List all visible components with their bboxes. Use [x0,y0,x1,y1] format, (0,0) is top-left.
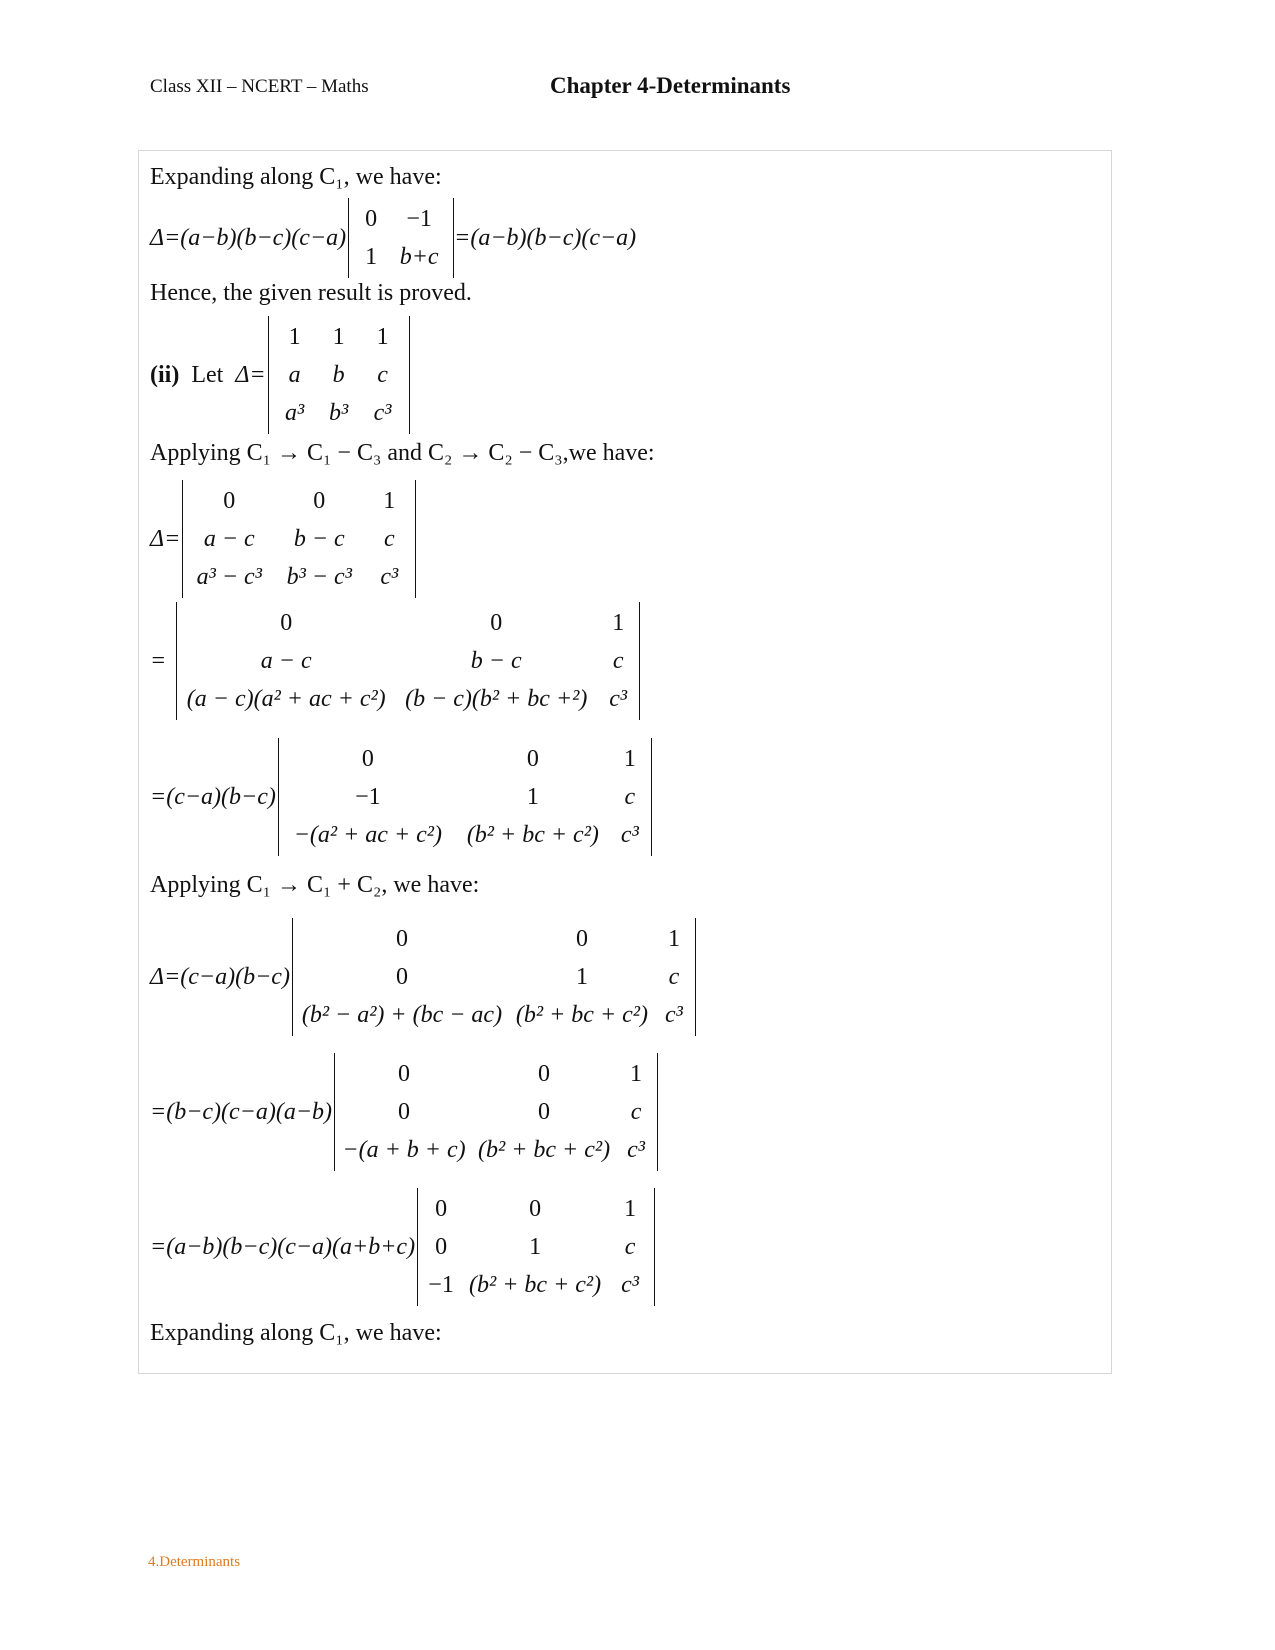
det-cell: c³ [380,564,399,590]
det6-prefix: =(b−c)(c−a)(a−b) [150,1098,333,1125]
det-cell: (b² + bc + c²) [469,1272,602,1298]
text-applying-2: Applying C₁ → C₁ + C₂, we have: [150,872,480,898]
det-cell: 0 [538,1099,551,1125]
det-cell: c³ [665,1002,683,1028]
det-cell: a − c [203,526,255,552]
det-cell: 1 [575,964,588,990]
det-cell: 0 [435,1196,448,1222]
equation-det-4 [150,738,652,856]
text-expanding-c1: Expanding along C₁, we have: [150,164,442,190]
det-cell: 0 [490,610,503,636]
det5-prefix: Δ=(c−a)(b−c) [150,963,290,990]
det-cell: c³ [620,822,639,848]
det2-prefix: Δ= [150,525,181,552]
det-cell: 0 [538,1061,551,1087]
det-3x3-step5 [334,1053,658,1171]
det-cell: 0 [280,610,293,636]
det-cell: 0 [313,488,326,514]
det-cell: −1 [428,1272,454,1298]
det-cell: 0 [395,964,408,990]
det-cell: 1 [376,324,389,350]
det-cell: (b − c)(b² + bc +²) [405,686,588,712]
det-cell: 0 [526,746,539,772]
det-cell: a [288,362,301,388]
footer-chapter-label: 4.Determinants [148,1554,241,1570]
det-cell: 1 [612,610,625,636]
text-applying-1: Applying C₁ → C₁ − C₃ and C₂ → C₂ − C₃,we have: [150,440,655,466]
header-class-label: Class XII – NCERT – Maths [150,76,369,97]
equation-det-5 [150,918,696,1036]
det-cell: 0 [395,926,408,952]
det-cell: c³ [609,686,628,712]
equation-det-2 [150,480,416,598]
det-cell: (b² + bc + c²) [478,1137,611,1163]
det-cell: 1 [529,1234,542,1260]
eq1-suffix: =(a−b)(b−c)(c−a) [454,224,637,251]
det-cell: c [624,1234,636,1260]
chapter-title: Chapter 4-Determinants [550,73,791,98]
det-3x3-step6 [417,1188,655,1306]
det-cell: 0 [223,488,236,514]
det-cell: a³ − c³ [196,564,262,590]
det-cell: 0 [575,926,588,952]
det-cell: c [383,526,395,552]
det-cell: −(a² + ac + c²) [293,822,442,848]
det-cell: 1 [365,244,378,270]
equation-part-ii [150,316,410,434]
det-cell: 0 [365,206,378,232]
det-cell: 1 [630,1061,643,1087]
det7-prefix: =(a−b)(b−c)(c−a)(a+b+c) [150,1233,416,1260]
det-cell: c [377,362,388,388]
det-cell: c [612,648,624,674]
det-cell: c³ [627,1137,645,1163]
det-3x3-original [268,316,410,434]
equation-result-1 [150,198,638,278]
det-cell: b − c [470,648,522,674]
det-cell: c [624,784,636,810]
equation-det-6 [150,1053,658,1171]
det-cell: −(a + b + c) [342,1137,466,1163]
equation-det-7 [150,1188,655,1306]
text-hence: Hence, the given result is proved. [150,280,472,306]
eq1-prefix: Δ=(a−b)(b−c)(c−a) [150,224,347,251]
det-3x3-step3 [278,738,652,856]
det-cell: c [668,964,680,990]
part-ii-label: (ii) [150,361,180,388]
part-ii-delta: Δ= [235,361,266,388]
equation-det-3 [150,602,640,720]
det-cell: b³ [328,400,349,426]
det-cell: b+c [399,244,439,270]
det-cell: a³ [284,400,305,426]
part-ii-let: Let [191,361,224,388]
det-cell: 0 [361,746,374,772]
det3-prefix: = [150,647,167,674]
det-cell: (b² − a²) + (bc − ac) [301,1002,503,1028]
det-cell: c³ [621,1272,639,1298]
text-expanding-c1-2: Expanding along C₁, we have: [150,1320,442,1346]
det-cell: −1 [355,784,381,810]
det-cell: a − c [260,648,312,674]
det-cell: (b² + bc + c²) [466,822,599,848]
det-cell: 0 [398,1061,411,1087]
det-cell: 1 [624,1196,637,1222]
det-cell: b [332,362,345,388]
det-cell: −1 [406,206,432,232]
det-cell: b − c [293,526,345,552]
det-3x3-step4 [292,918,696,1036]
det-cell: b³ − c³ [286,564,352,590]
det-2x2 [348,198,454,278]
det-3x3-step2 [176,602,640,720]
det-cell: c [630,1099,642,1125]
det-cell: 0 [435,1234,448,1260]
det-cell: 1 [383,488,396,514]
det-cell: 1 [288,324,301,350]
det4-prefix: =(c−a)(b−c) [150,783,276,810]
det-cell: c³ [373,400,392,426]
det-cell: 1 [526,784,539,810]
det-3x3-step1 [182,480,416,598]
det-cell: 1 [623,746,636,772]
det-cell: 0 [398,1099,411,1125]
det-cell: 1 [332,324,345,350]
det-cell: (b² + bc + c²) [515,1002,648,1028]
det-cell: (a − c)(a² + ac + c²) [186,686,386,712]
det-cell: 1 [667,926,680,952]
det-cell: 0 [529,1196,542,1222]
